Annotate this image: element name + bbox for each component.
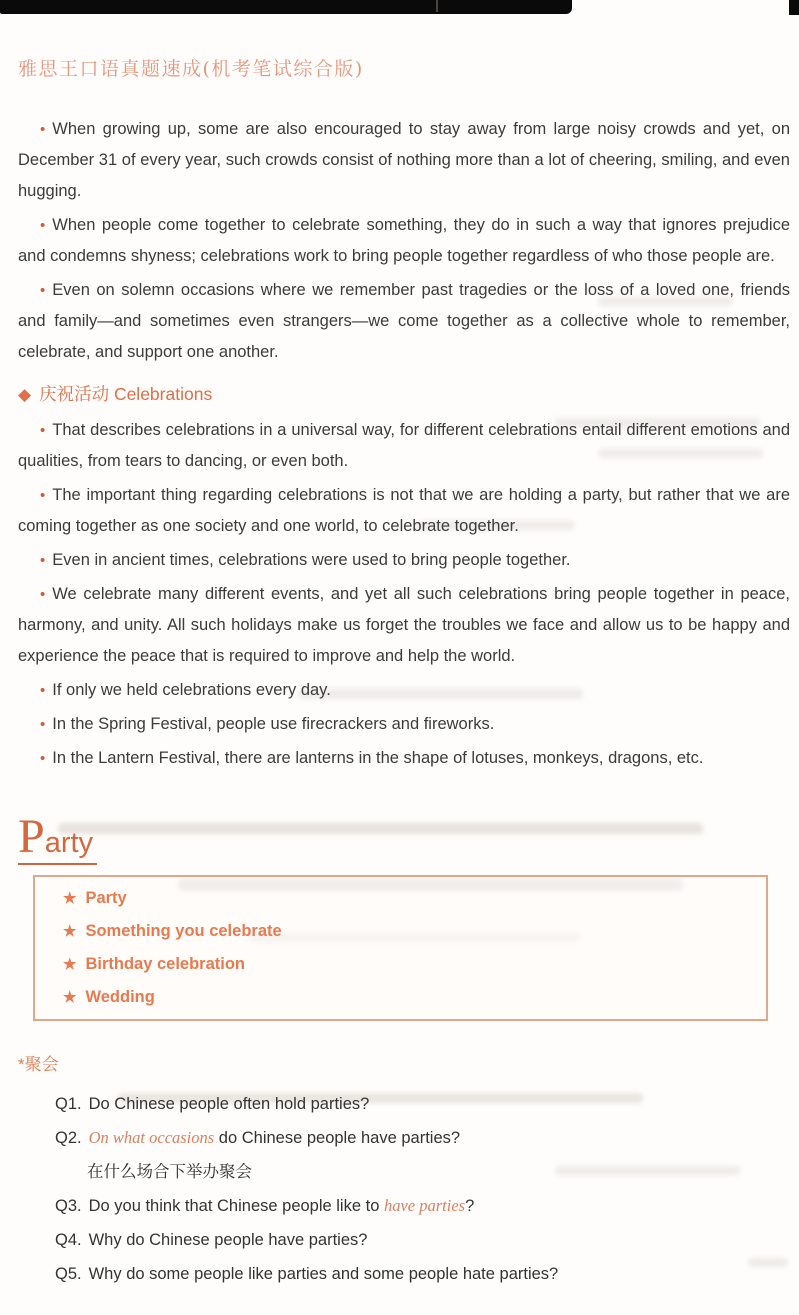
question-item-q3 xyxy=(55,1189,790,1223)
bullet-dot-icon: • xyxy=(40,682,46,699)
paragraph-text: We celebrate many different events, and yet all such celebrations bring people together in peace, harmony, and unity. All such holidays make us forget the troubles we face and allow us to be happy and experience the peace that is required to improve and help the world. xyxy=(18,585,790,665)
bullet-dot-icon: • xyxy=(40,121,46,138)
question-emphasis: On what occasions xyxy=(88,1128,215,1147)
topics-box xyxy=(33,875,768,1021)
topic-label: Something you celebrate xyxy=(85,922,282,940)
question-translation-cn: 在什么场合下举办聚会 xyxy=(87,1163,252,1181)
bullet-paragraph xyxy=(18,114,790,207)
topic-item-birthday-celebration xyxy=(63,948,766,981)
question-number: Q5. xyxy=(55,1265,82,1283)
bullet-dot-icon: • xyxy=(40,750,46,767)
bullet-paragraph xyxy=(18,579,790,672)
bullet-paragraph xyxy=(18,743,790,774)
question-item-q4 xyxy=(55,1223,790,1257)
bullet-dot-icon: • xyxy=(40,552,46,569)
section-title: 庆祝活动 Celebrations xyxy=(39,384,213,404)
question-number: Q3. xyxy=(55,1197,82,1215)
question-text: Do Chinese people often hold parties? xyxy=(88,1095,370,1113)
bullet-paragraph xyxy=(18,210,790,272)
paragraph-text: Even in ancient times, celebrations were used to bring people together. xyxy=(52,551,571,569)
question-text: Do you think that Chinese people like to xyxy=(88,1197,384,1215)
paragraph-text: In the Spring Festival, people use firecrackers and fireworks. xyxy=(52,715,495,733)
book-title-header: 雅思王口语真题速成(机考笔试综合版) xyxy=(18,58,364,80)
paragraph-text: The important thing regarding celebrations is not that we are holding a party, but rather that we are coming together as one society and one world, to celebrate together. xyxy=(18,486,790,535)
star-icon: ★ xyxy=(63,923,77,940)
bullet-paragraph xyxy=(18,675,790,706)
question-number: Q2. xyxy=(55,1129,82,1147)
topic-item-something-you-celebrate xyxy=(63,915,766,948)
bullet-paragraph xyxy=(18,709,790,740)
paragraph-text: That describes celebrations in a universal way, for different celebrations entail different emotions and qualities, from tears to dancing, or even both. xyxy=(18,421,790,470)
party-title-rest: arty xyxy=(44,827,94,859)
star-icon: ★ xyxy=(63,989,77,1006)
topic-item-party xyxy=(63,882,766,915)
topic-label: Birthday celebration xyxy=(85,955,245,973)
bullet-dot-icon: • xyxy=(40,422,46,439)
bullet-dot-icon: • xyxy=(40,282,46,299)
bullet-dot-icon: • xyxy=(40,217,46,234)
paragraph-text: If only we held celebrations every day. xyxy=(52,681,331,699)
bullet-dot-icon: • xyxy=(40,716,46,733)
question-item-q1 xyxy=(55,1087,790,1121)
bullet-dot-icon: • xyxy=(40,586,46,603)
paragraph-text: Even on solemn occasions where we remember past tragedies or the loss of a loved one, friends and family—and sometimes even strangers—we come together as a collective whole to remember, celebrate, and support one another. xyxy=(18,281,790,361)
question-number: Q4. xyxy=(55,1231,82,1249)
question-emphasis: have parties xyxy=(383,1196,466,1215)
question-list xyxy=(55,1087,790,1291)
topic-item-wedding xyxy=(63,981,766,1014)
question-text: do Chinese people have parties? xyxy=(214,1129,461,1147)
question-text: ? xyxy=(465,1197,475,1215)
question-item-q5 xyxy=(55,1257,790,1291)
diamond-icon: ◆ xyxy=(18,385,32,404)
question-number: Q1. xyxy=(55,1095,82,1113)
paragraph-text: When people come together to celebrate something, they do in such a way that ignores prejudice and condemns shyness; celebrations work to bring people together regardless of who those people are. xyxy=(18,216,790,265)
paragraph-text: When growing up, some are also encouraged to stay away from large noisy crowds and yet, on December 31 of every year, such crowds consist of nothing more than a lot of cheering, smiling, and even hugging. xyxy=(18,120,790,200)
question-item-q2 xyxy=(55,1121,790,1155)
bullet-paragraph xyxy=(18,480,790,542)
bullet-dot-icon: • xyxy=(40,487,46,504)
question-text: Why do some people like parties and some people hate parties? xyxy=(88,1265,559,1283)
paragraph-text: In the Lantern Festival, there are lanterns in the shape of lotuses, monkeys, dragons, etc. xyxy=(52,749,704,767)
bullet-paragraph xyxy=(18,275,790,368)
party-title xyxy=(18,812,790,865)
section-heading-celebrations xyxy=(18,381,790,408)
bullet-paragraph xyxy=(18,545,790,576)
topic-label: Party xyxy=(85,889,127,907)
star-icon: ★ xyxy=(63,956,77,973)
star-icon: ★ xyxy=(63,890,77,907)
question-text: Why do Chinese people have parties? xyxy=(88,1231,368,1249)
party-title-initial: P xyxy=(18,810,45,863)
subtopic-label: *聚会 xyxy=(18,1055,59,1074)
topic-label: Wedding xyxy=(85,988,155,1006)
party-title-underline xyxy=(18,812,97,865)
bullet-paragraph xyxy=(18,415,790,477)
